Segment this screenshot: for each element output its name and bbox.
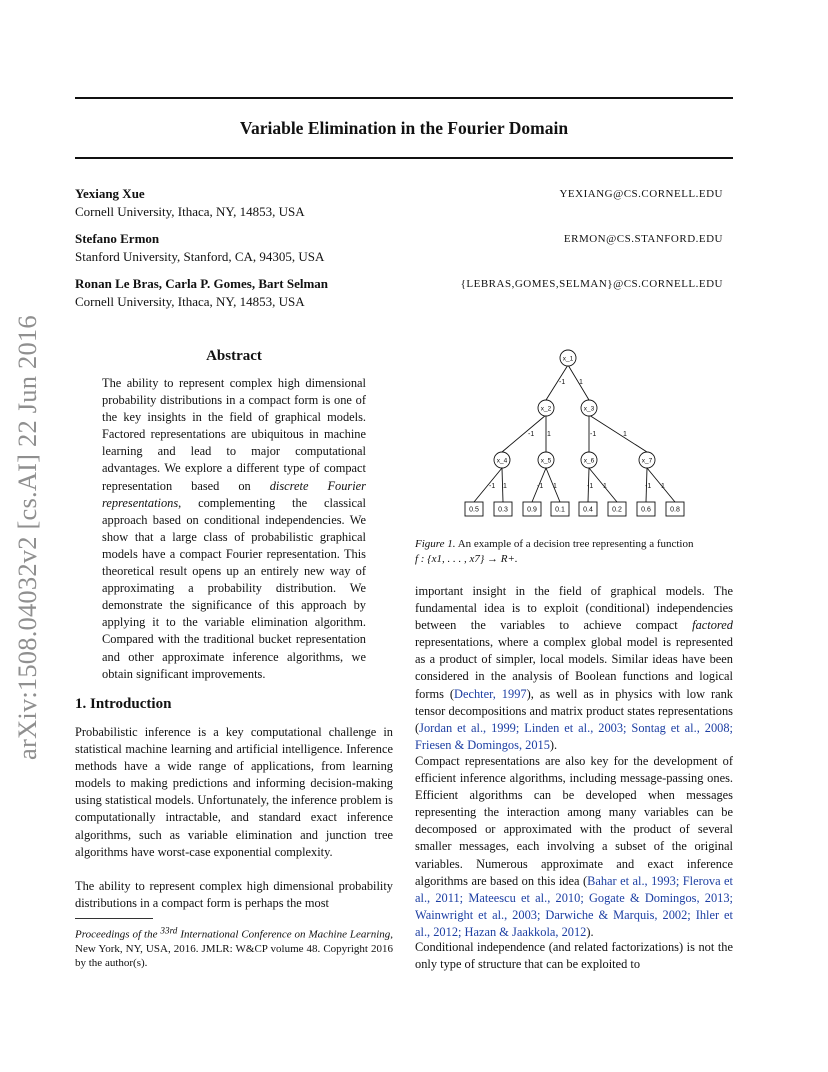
svg-text:x_5: x_5 [540, 457, 552, 465]
author-affiliation: Cornell University, Ithaca, NY, 14853, USA [75, 294, 305, 309]
tree-node [581, 400, 597, 416]
author-block-2 [75, 230, 733, 266]
branch-label: -1 [559, 379, 566, 386]
section-heading-introduction: 1. Introduction [75, 696, 172, 712]
abstract-heading: Abstract [206, 348, 262, 364]
footnote-text: , New York, NY, USA, 2016. JMLR: W&CP volume 48. Copyright 2016 by the author(s). [75, 928, 394, 969]
branch-label: 1 [661, 483, 665, 490]
footnote-venue: Proceedings of the [75, 928, 158, 941]
tree-node [538, 400, 554, 416]
body-paragraph: Conditional independence (and related factorizations) is not the only type of structure that can be exploited to [415, 940, 733, 972]
leaf-box [608, 502, 626, 516]
paragraph-text: Compact representations are also key for the development of efficient inference algorithms, including message-passing ones. Efficient algorithms can be developed when messages representing the interaction among many variables can be decomposed or approximated with the product of several smaller messages, each involving a subset of the original variables. Numerous approximate and exact inference algorithms are based on this idea ( [415, 754, 733, 888]
author-email: {LEBRAS,GOMES,SELMAN}@CS.CORNELL.EDU [460, 278, 723, 290]
author-block-1 [75, 185, 733, 221]
svg-text:0.3: 0.3 [498, 506, 508, 514]
tree-node [581, 452, 597, 468]
citation-link[interactable]: Jordan et al., 1999; Linden et al., 2003; Sontag et al., 2008; Friesen & Domingos, 2015 [415, 720, 733, 752]
citation-link[interactable]: Dechter, 1997 [454, 686, 527, 701]
footnote-rule [75, 918, 153, 919]
footnote [75, 923, 393, 970]
body-paragraph [415, 753, 733, 941]
top-rule [75, 97, 733, 99]
leaf-box [465, 502, 483, 516]
leaf-box [666, 502, 684, 516]
svg-text:0.9: 0.9 [527, 506, 537, 514]
svg-text:x_2: x_2 [540, 405, 552, 413]
intro-paragraph: The ability to represent complex high dimensional probability distributions in a compact form is perhaps the most [75, 879, 393, 911]
author-affiliation: Cornell University, Ithaca, NY, 14853, USA [75, 204, 305, 219]
paragraph-text: important insight in the field of graphical models. The fundamental idea is to exploit (conditional) independencies between the variables to achieve compact [415, 584, 733, 633]
leaf-box [523, 502, 541, 516]
author-affiliation: Stanford University, Stanford, CA, 94305, USA [75, 249, 325, 264]
author-email: ERMON@CS.STANFORD.EDU [563, 233, 723, 245]
branch-label: 1 [623, 431, 627, 438]
tree-edge [474, 468, 502, 502]
author-name: Stefano Ermon [75, 231, 160, 246]
svg-text:x_1: x_1 [562, 355, 574, 363]
abstract-text [102, 375, 366, 683]
emphasis: factored [692, 618, 733, 633]
tree-node [494, 452, 510, 468]
branch-label: 1 [553, 483, 557, 490]
author-email: YEXIANG@CS.CORNELL.EDU [559, 188, 723, 200]
svg-text:0.4: 0.4 [583, 506, 593, 514]
branch-label: 1 [603, 483, 607, 490]
branch-label: -1 [528, 431, 535, 438]
leaf-box [579, 502, 597, 516]
tree-edge [502, 415, 546, 452]
paragraph-text: ), as well as in physics with low rank tensor decompositions and matrix product states representations ( [415, 686, 734, 735]
tree-node [538, 452, 554, 468]
figure-caption-formula: f : {x1, . . . , x7} → R+. [415, 553, 518, 565]
branch-label: -1 [590, 431, 597, 438]
footnote-venue: International Conference on Machine Learning [180, 928, 391, 941]
paragraph-text: ). [586, 924, 594, 939]
svg-text:0.8: 0.8 [670, 506, 680, 514]
leaf-box [494, 502, 512, 516]
tree-node [639, 452, 655, 468]
svg-text:0.1: 0.1 [555, 506, 565, 514]
author-name: Yexiang Xue [75, 186, 145, 201]
paragraph-text: representations, where a complex global model is represented as a product of simpler, local models. Similar ideas have been considered in the analysis of Boolean functions and logical forms ( [415, 635, 733, 701]
author-name: Ronan Le Bras, Carla P. Gomes, Bart Selman [75, 276, 329, 291]
figure-label: Figure 1. [415, 538, 456, 550]
branch-label: 1 [579, 379, 583, 386]
svg-text:0.2: 0.2 [612, 506, 622, 514]
branch-label: 1 [503, 483, 507, 490]
intro-paragraph: Probabilistic inference is a key computational challenge in statistical machine learning and artificial intelligence. Inference methods have a wide range of applications, from learning models to making predictions and informing decision-making using statistical models. Unfortunately, the inference problem is computationally intractable, and standard exact inference algorithms, such as variable elimination and junction tree algorithms have worst-case exponential complexity. [75, 725, 393, 859]
citation-link[interactable]: Bahar et al., 1993; Flerova et al., 2011; Mateescu et al., 2010; Gogate & Domingos, 2013; Wainwright et al., 2003; Darwiche & Marquis, 2002; Ihler et al., 2012; Hazan & Jaakkola, 2012 [415, 873, 733, 939]
body-paragraph [415, 583, 733, 754]
footnote-superscript: 33rd [160, 925, 178, 935]
svg-text:0.5: 0.5 [469, 506, 479, 514]
abstract-text-part: , complementing the classical approach based on conditional independencies. We show that a large class of probabilistic graphical models have a compact Fourier representation. This theoretical result opens up an entirely new way of approximating a probability distribution. We demonstrate the significance of this approach by applying it to the variable elimination algorithm. Compared with the traditional bucket representation and other approximate inference algorithms, we obtain significant improvements. [102, 495, 366, 681]
abstract-text-part: The ability to represent complex high dimensional probability distributions in a compact form is one of the key insights in the field of graphical models. Factored representations are ubiquitous in machine learning and lead to major computational advantages. We explore a different type of compact representation based on [102, 376, 366, 493]
abstract-emphasis: discrete Fourier representations [102, 478, 367, 510]
decision-tree-figure [455, 345, 695, 520]
branch-label: -1 [645, 483, 652, 490]
figure-caption [415, 537, 733, 567]
branch-label: -1 [587, 483, 594, 490]
svg-text:x_3: x_3 [583, 405, 595, 413]
branch-label: -1 [489, 483, 496, 490]
branch-label: -1 [537, 483, 544, 490]
svg-text:0.6: 0.6 [641, 506, 651, 514]
leaf-box [551, 502, 569, 516]
leaf-box [637, 502, 655, 516]
svg-text:x_7: x_7 [641, 457, 653, 465]
svg-text:x_6: x_6 [583, 457, 595, 465]
figure-caption-text: An example of a decision tree representing a function [457, 538, 694, 550]
tree-edge [589, 415, 647, 452]
title-bottom-rule [75, 157, 733, 159]
arxiv-stamp: arXiv:1508.04032v2 [cs.AI] 22 Jun 2016 [12, 315, 42, 760]
author-block-3 [75, 275, 733, 311]
branch-label: 1 [547, 431, 551, 438]
paragraph-text: ). [549, 737, 558, 752]
paper-title: Variable Elimination in the Fourier Domain [239, 118, 569, 138]
tree-node [560, 350, 576, 366]
svg-text:x_4: x_4 [496, 457, 508, 465]
